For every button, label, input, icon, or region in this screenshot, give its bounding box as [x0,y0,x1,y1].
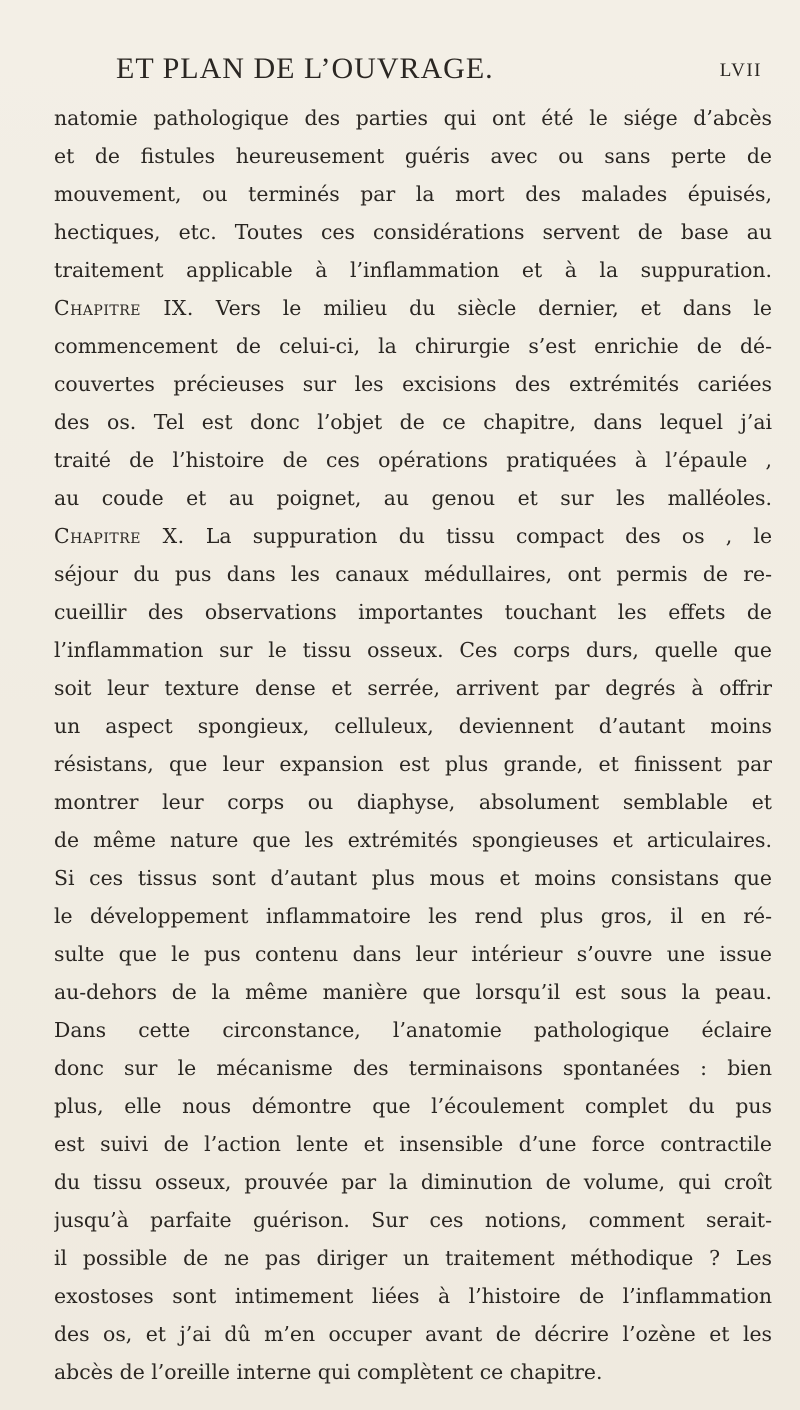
line-text: cueillir des observations importantes touchant les effets de [54,600,772,624]
body-text [54,99,772,1391]
text-line [54,783,772,821]
line-text: natomie pathologique des parties qui ont été le siége d’abcès [54,106,772,130]
text-line [54,289,772,327]
text-line [54,213,772,251]
text-line [54,821,772,859]
line-text: La suppuration du tissu compact des os , le [184,524,772,548]
text-line [54,365,772,403]
text-line [54,441,772,479]
text-line [54,1201,772,1239]
text-line [54,137,772,175]
text-line [54,593,772,631]
text-line [54,1011,772,1049]
text-line [54,251,772,289]
text-line [54,1049,772,1087]
text-line [54,745,772,783]
line-text: soit leur texture dense et serrée, arrivent par degrés à offrir [54,676,772,700]
text-line [54,669,772,707]
line-text: Vers le milieu du siècle dernier, et dans le [193,296,772,320]
text-line [54,403,772,441]
text-line [54,935,772,973]
chapter-label: Chapitre IX. [54,296,194,320]
line-text: est suivi de l’action lente et insensible d’une force contractile [54,1132,772,1156]
text-line [54,327,772,365]
line-text: hectiques, etc. Toutes ces considérations servent de base au [54,220,772,244]
line-text: le développement inflammatoire les rend plus gros, il en ré- [54,904,772,928]
line-text: donc sur le mécanisme des terminaisons spontanées : bien [54,1056,772,1080]
line-text: l’inflammation sur le tissu osseux. Ces corps durs, quelle que [54,638,772,662]
text-line [54,1277,772,1315]
text-line [54,175,772,213]
line-text: au coude et au poignet, au genou et sur les malléoles. [54,486,772,510]
text-line [54,973,772,1011]
line-text: exostoses sont intimement liées à l’histoire de l’inflammation [54,1284,772,1308]
line-text: du tissu osseux, prouvée par la diminution de volume, qui croît [54,1170,772,1194]
line-text: traitement applicable à l’inflammation et à la suppuration. [54,258,772,282]
line-text: un aspect spongieux, celluleux, deviennent d’autant moins [54,714,772,738]
text-line [54,1163,772,1201]
line-text: couvertes précieuses sur les excisions des extrémités cariées [54,372,772,396]
line-text: séjour du pus dans les canaux médullaires, ont permis de re- [54,562,772,586]
line-text: plus, elle nous démontre que l’écoulement complet du pus [54,1094,772,1118]
line-text: mouvement, ou terminés par la mort des malades épuisés, [54,182,772,206]
line-text: montrer leur corps ou diaphyse, absolument semblable et [54,790,772,814]
line-text: des os, et j’ai dû m’en occuper avant de décrire l’ozène et les [54,1322,772,1346]
line-text: Si ces tissus sont d’autant plus mous et moins consistans que [54,866,772,890]
text-line [54,897,772,935]
line-text: traité de l’histoire de ces opérations pratiquées à l’épaule , [54,448,772,472]
text-line [54,1315,772,1353]
text-line [54,1087,772,1125]
line-text: commencement de celui-ci, la chirurgie s’est enrichie de dé- [54,334,772,358]
line-text: et de fistules heureusement guéris avec ou sans perte de [54,144,772,168]
text-line [54,631,772,669]
text-line [54,555,772,593]
text-line [54,859,772,897]
line-text: abcès de l’oreille interne qui complètent ce chapitre. [54,1360,603,1384]
text-line [54,1353,772,1391]
running-title: ET PLAN DE L’OUVRAGE. [116,52,494,85]
text-line [54,1125,772,1163]
line-text: des os. Tel est donc l’objet de ce chapitre, dans lequel j’ai [54,410,772,434]
line-text: de même nature que les extrémités spongieuses et articulaires. [54,828,772,852]
text-line [54,99,772,137]
chapter-label: Chapitre X. [54,524,185,548]
text-line [54,517,772,555]
line-text: au-dehors de la même manière que lorsqu’il est sous la peau. [54,980,772,1004]
page-number: LVII [719,60,762,81]
line-text: sulte que le pus contenu dans leur intérieur s’ouvre une issue [54,942,772,966]
line-text: jusqu’à parfaite guérison. Sur ces notions, comment serait- [54,1208,772,1232]
running-head [116,52,762,92]
text-line [54,707,772,745]
line-text: il possible de ne pas diriger un traitement méthodique ? Les [54,1246,772,1270]
line-text: résistans, que leur expansion est plus grande, et finissent par [54,752,772,776]
line-text: Dans cette circonstance, l’anatomie pathologique éclaire [54,1018,772,1042]
text-line [54,1239,772,1277]
text-line [54,479,772,517]
